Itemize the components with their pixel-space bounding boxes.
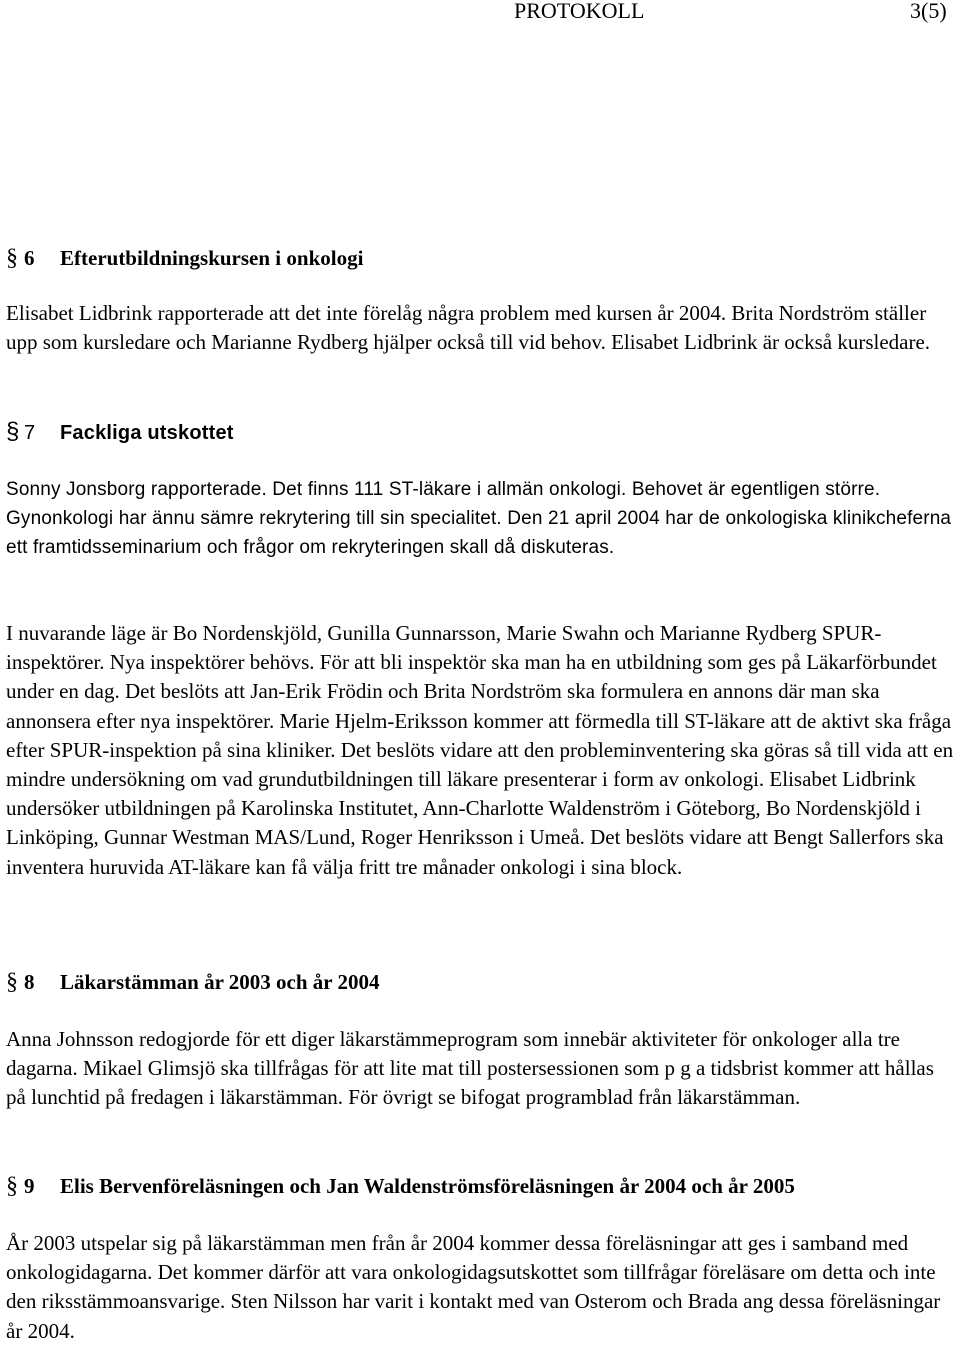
section-number: 6 xyxy=(24,246,35,270)
section-heading-8 xyxy=(6,968,379,996)
section-number: 8 xyxy=(24,970,35,994)
section-sign: § xyxy=(6,969,18,995)
section-sign: § xyxy=(6,245,18,271)
section-title: Elis Bervenföreläsningen och Jan Waldenströmsföreläsningen år 2004 och år 2005 xyxy=(60,1174,795,1198)
section-number: 9 xyxy=(24,1174,35,1198)
section-number: 7 xyxy=(24,422,36,444)
section-title: Läkarstämman år 2003 och år 2004 xyxy=(60,970,380,994)
section-heading-9 xyxy=(6,1172,795,1200)
section-9-paragraph: År 2003 utspelar sig på läkarstämman men från år 2004 kommer dessa föreläsningar att ges i samband med onkologidagarna. Det kommer därför att vara onkologidagsutskottet som tillfrågar föreläsare om detta och inte den riksstämmoansvarige. Sten Nilsson har varit i kontakt med van Osterom och Brada ang dessa föreläsningar år 2004. xyxy=(6,1231,941,1343)
section-heading-6 xyxy=(6,244,363,272)
section-heading-7 xyxy=(6,418,234,447)
section-sign: § xyxy=(6,418,20,445)
section-7-paragraph-1: Sonny Jonsborg rapporterade. Det finns 111 ST-läkare i allmän onkologi. Behovet är egentligen större. Gynonkologi har ännu sämre rekrytering till sin specialitet. Den 21 april 2004 har de onkologiska klinikcheferna ett framtidsseminarium och frågor om rekryteringen skall då diskuteras. xyxy=(6,479,952,558)
section-title: Fackliga utskottet xyxy=(60,422,234,444)
section-7-paragraph-2: I nuvarande läge är Bo Nordenskjöld, Gunilla Gunnarsson, Marie Swahn och Marianne Rydberg SPUR-inspektörer. Nya inspektörer behövs. För att bli inspektör ska man ha en utbildning som ges på Läkarförbundet under en dag. Det beslöts att Jan-Erik Frödin och Brita Nordström ska formulera en annons där man ska annonsera efter nya inspektörer. Marie Hjelm-Eriksson kommer att förmedla till ST-läkare att de aktivt ska fråga efter SPUR-inspektion på sina kliniker. Det beslöts vidare att den probleminventering ska göras så till vida att en mindre undersökning om vad grundutbildningen till läkare presenterar i form av onkologi. Elisabet Lidbrink undersöker utbildningen på Karolinska Institutet, Ann-Charlotte Waldenström i Göteborg, Bo Nordenskjöld i Linköping, Gunnar Westman MAS/Lund, Roger Henriksson i Umeå. Det beslöts vidare att Bengt Sallerfors ska inventera huruvida AT-läkare kan få välja fritt tre månader onkologi i sina block. xyxy=(6,621,954,879)
document-type: PROTOKOLL xyxy=(514,0,645,23)
page-number: 3(5) xyxy=(910,0,947,23)
page-header xyxy=(0,0,960,26)
section-sign: § xyxy=(6,1173,18,1199)
section-8-paragraph: Anna Johnsson redogjorde för ett diger läkarstämmeprogram som innebär aktiviteter för onkologer alla tre dagarna. Mikael Glimsjö ska tillfrågas för att lite mat till postersessionen som p g a tidsbrist kommer att hållas på lunchtid på fredagen i läkarstämman. För övrigt se bifogat programblad från läkarstämman. xyxy=(6,1027,934,1110)
section-title: Efterutbildningskursen i onkologi xyxy=(60,246,364,270)
section-6-paragraph: Elisabet Lidbrink rapporterade att det inte förelåg några problem med kursen år 2004. Brita Nordström ställer upp som kursledare och Marianne Rydberg hjälper också till vid behov. Elisabet Lidbrink är också kursledare. xyxy=(6,301,931,355)
